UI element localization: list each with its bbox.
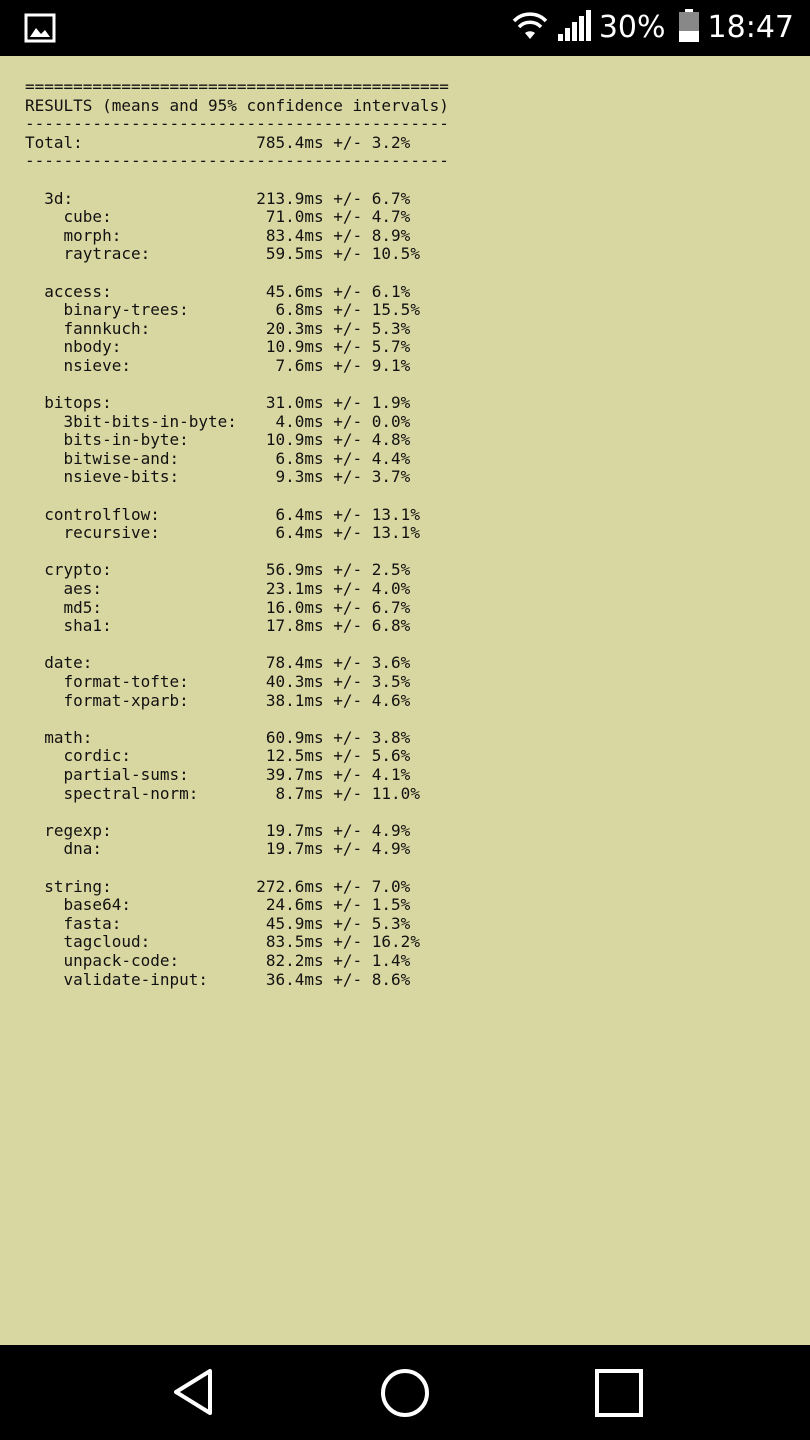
total-row: Total: 785.4ms +/- 3.2% <box>25 132 411 152</box>
battery-icon <box>678 9 700 47</box>
image-icon <box>24 12 56 44</box>
test-row: format-xparb: 38.1ms +/- 4.6% <box>25 690 411 710</box>
test-row: sha1: 17.8ms +/- 6.8% <box>25 616 411 636</box>
test-row: nsieve-bits: 9.3ms +/- 3.7% <box>25 467 411 487</box>
group-row: regexp: 19.7ms +/- 4.9% <box>25 820 411 840</box>
group-row: controlflow: 6.4ms +/- 13.1% <box>25 504 420 524</box>
cell-signal-icon <box>557 10 591 46</box>
test-row: fasta: 45.9ms +/- 5.3% <box>25 913 411 933</box>
status-icons <box>511 0 794 56</box>
test-row: dna: 19.7ms +/- 4.9% <box>25 839 411 859</box>
group-row: math: 60.9ms +/- 3.8% <box>25 727 411 747</box>
test-row: 3bit-bits-in-byte: 4.0ms +/- 0.0% <box>25 411 411 431</box>
group-row: access: 45.6ms +/- 6.1% <box>25 281 411 301</box>
test-row: partial-sums: 39.7ms +/- 4.1% <box>25 764 411 784</box>
battery-percent: 30% <box>598 10 666 45</box>
test-row: validate-input: 36.4ms +/- 8.6% <box>25 969 411 989</box>
test-row: tagcloud: 83.5ms +/- 16.2% <box>25 932 420 952</box>
test-row: unpack-code: 82.2ms +/- 1.4% <box>25 950 411 970</box>
test-row: bits-in-byte: 10.9ms +/- 4.8% <box>25 430 411 450</box>
back-button[interactable] <box>164 1365 220 1421</box>
test-row: recursive: 6.4ms +/- 13.1% <box>25 523 420 543</box>
group-row: crypto: 56.9ms +/- 2.5% <box>25 560 411 580</box>
test-row: cube: 71.0ms +/- 4.7% <box>25 207 411 227</box>
test-row: aes: 23.1ms +/- 4.0% <box>25 579 411 599</box>
test-row: md5: 16.0ms +/- 6.7% <box>25 597 411 617</box>
test-row: binary-trees: 6.8ms +/- 15.5% <box>25 300 420 320</box>
separator-line: -------------------------------------------- <box>25 151 449 171</box>
clock: 18:47 <box>707 10 794 45</box>
back-triangle-icon <box>164 1365 220 1421</box>
test-row: spectral-norm: 8.7ms +/- 11.0% <box>25 783 420 803</box>
test-row: bitwise-and: 6.8ms +/- 4.4% <box>25 448 411 468</box>
navigation-bar <box>0 1345 810 1440</box>
test-row: raytrace: 59.5ms +/- 10.5% <box>25 244 420 264</box>
results-page <box>0 56 810 1345</box>
test-row: nsieve: 7.6ms +/- 9.1% <box>25 355 411 375</box>
test-row: cordic: 12.5ms +/- 5.6% <box>25 746 411 766</box>
recents-square-icon <box>591 1365 647 1421</box>
test-row: base64: 24.6ms +/- 1.5% <box>25 895 411 915</box>
test-row: format-tofte: 40.3ms +/- 3.5% <box>25 672 411 691</box>
wifi-icon <box>511 11 549 45</box>
recents-button[interactable] <box>591 1365 647 1421</box>
group-row: string: 272.6ms +/- 7.0% <box>25 876 411 896</box>
results-heading: RESULTS (means and 95% confidence intervals) <box>25 95 449 115</box>
home-circle-icon <box>377 1365 433 1421</box>
group-row: 3d: 213.9ms +/- 6.7% <box>25 188 411 208</box>
results-output <box>25 78 785 989</box>
test-row: fannkuch: 20.3ms +/- 5.3% <box>25 318 411 338</box>
test-row: morph: 83.4ms +/- 8.9% <box>25 225 411 245</box>
status-bar <box>0 0 810 56</box>
separator-line: -------------------------------------------- <box>25 114 449 134</box>
group-row: date: 78.4ms +/- 3.6% <box>25 653 411 673</box>
home-button[interactable] <box>377 1365 433 1421</box>
group-row: bitops: 31.0ms +/- 1.9% <box>25 393 411 413</box>
separator-line: ============================================ <box>25 77 449 96</box>
test-row: nbody: 10.9ms +/- 5.7% <box>25 337 411 357</box>
